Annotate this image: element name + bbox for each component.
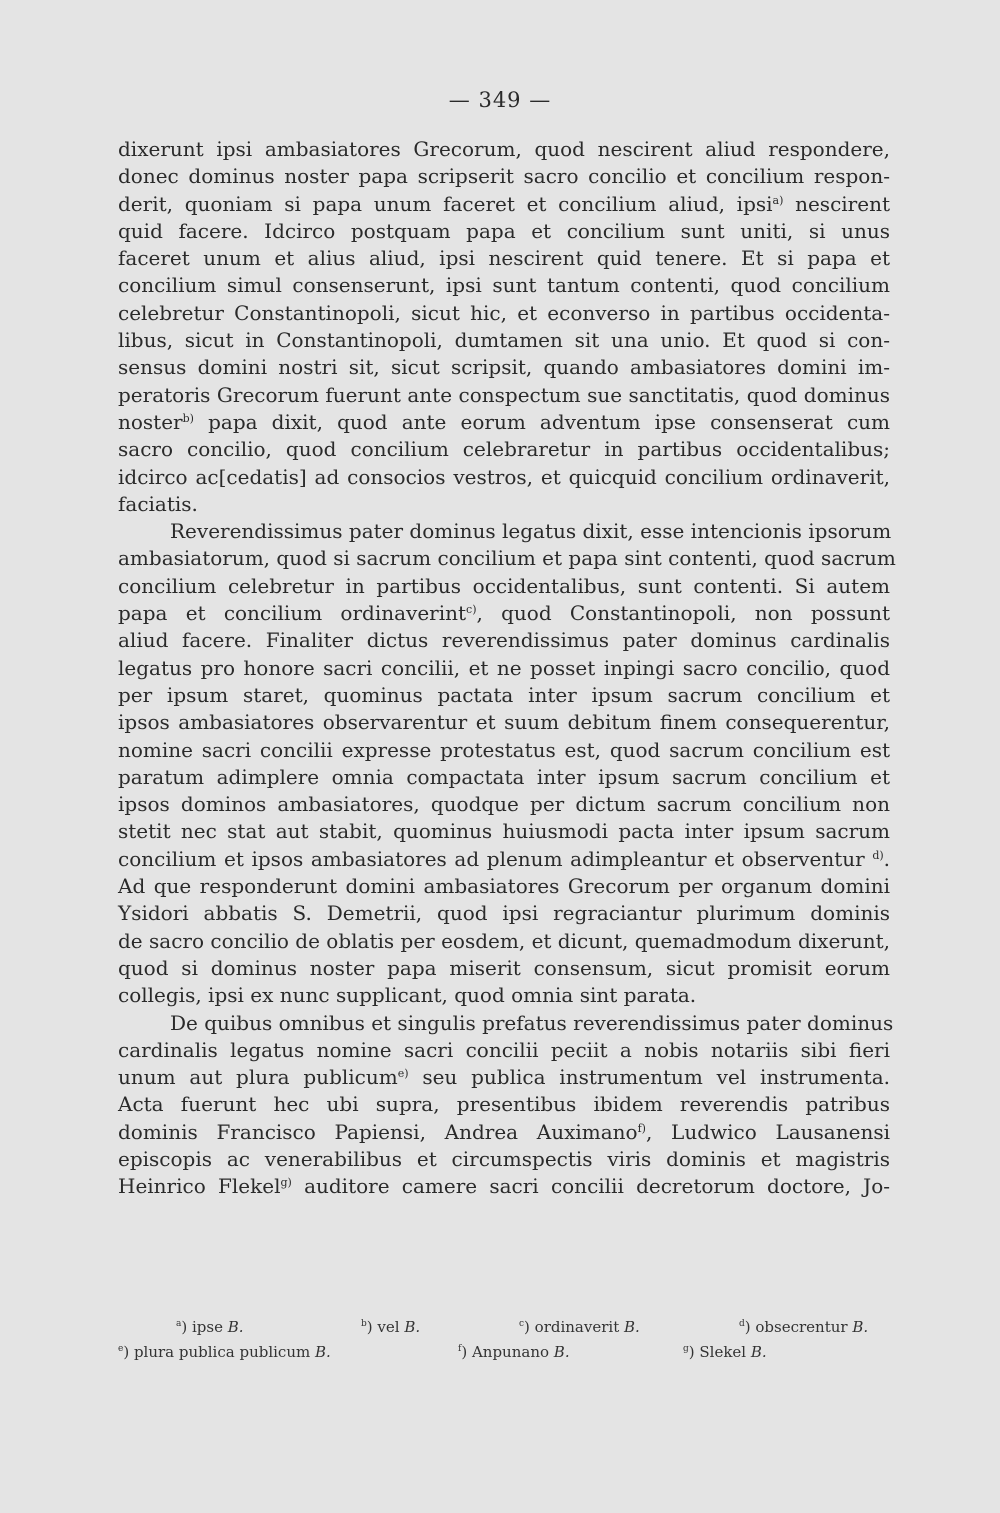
text-span: auditore camere sacri concilii decretorum doctore, Jo- bbox=[304, 1174, 890, 1199]
text-line: Ad que responderunt domini ambasiatores Grecorum per organum domini bbox=[118, 874, 890, 899]
footnote-row bbox=[118, 1315, 908, 1340]
footnote bbox=[118, 1315, 361, 1340]
text-span: . bbox=[883, 846, 891, 871]
text-line: peratoris Grecorum fuerunt ante conspectum sue sanctitatis, quod dominus bbox=[118, 382, 890, 407]
text-line: collegis, ipsi ex nunc supplicant, quod omnia sint parata. bbox=[118, 983, 697, 1008]
footnote-mark: b bbox=[361, 1319, 367, 1329]
text-line: faceret unum et alius aliud, ipsi nescirent quid tenere. Et si papa et bbox=[118, 246, 890, 271]
footnote-source: B. bbox=[227, 1318, 244, 1336]
text-line: Acta fuerunt hec ubi supra, presentibus ibidem reverendis patribus bbox=[118, 1092, 890, 1117]
text-line: nomine sacri concilii expresse protestatus est, quod sacrum concilium est bbox=[118, 737, 890, 762]
footnote-text: ) obsecrentur bbox=[744, 1318, 848, 1336]
footnote-text: ) ordinaverit bbox=[524, 1318, 620, 1336]
text-span: nescirent bbox=[795, 191, 890, 216]
text-line: quid facere. Idcirco postquam papa et concilium sunt uniti, si unus bbox=[118, 218, 890, 243]
footnote bbox=[458, 1340, 683, 1365]
footnote-text: ) Slekel bbox=[688, 1343, 747, 1361]
text-line: ambasiatorum, quod si sacrum concilium et papa sint contenti, quod sacrum bbox=[118, 546, 896, 571]
text-line: aliud facere. Finaliter dictus reverendissimus pater dominus cardinalis bbox=[118, 628, 890, 653]
text-line: episcopis ac venerabilibus et circumspectis viris dominis et magistris bbox=[118, 1146, 890, 1171]
footnote-text: ) ipse bbox=[181, 1318, 223, 1336]
footnote-mark: a) bbox=[772, 193, 784, 207]
footnote-text: ) plura publica publicum bbox=[123, 1343, 311, 1361]
footnote-mark: e) bbox=[397, 1067, 409, 1081]
footnotes bbox=[118, 1315, 908, 1365]
text-span: derit, quoniam si papa unum faceret et concilium aliud, ipsi bbox=[118, 191, 773, 216]
text-span: seu publica instrumentum vel instrumenta. bbox=[422, 1065, 891, 1090]
footnote-text: ) vel bbox=[366, 1318, 400, 1336]
text-line bbox=[118, 409, 890, 436]
text-line: sensus domini nostri sit, sicut scripsit, quando ambasiatores domini im- bbox=[118, 355, 890, 380]
body-text bbox=[118, 136, 896, 1201]
text-line bbox=[118, 1173, 890, 1200]
text-line: faciatis. bbox=[118, 491, 198, 516]
text-line: ipsos ambasiatores observarentur et suum debitum finem consequerentur, bbox=[118, 710, 890, 735]
footnote-mark: c bbox=[519, 1319, 525, 1329]
footnote-mark: d) bbox=[872, 848, 884, 862]
text-line: libus, sicut in Constantinopoli, dumtamen sit una unio. Et quod si con- bbox=[118, 328, 890, 353]
footnote-source: B. bbox=[852, 1318, 869, 1336]
footnote-row bbox=[118, 1340, 908, 1365]
text-line: quod si dominus noster papa miserit consensum, sicut promisit eorum bbox=[118, 955, 890, 980]
text-line: stetit nec stat aut stabit, quominus huiusmodi pacta inter ipsum sacrum bbox=[118, 819, 890, 844]
footnote-source: B. bbox=[404, 1318, 421, 1336]
footnote bbox=[519, 1315, 739, 1340]
footnote-source: B. bbox=[750, 1343, 767, 1361]
text-line: celebretur Constantinopoli, sicut hic, et econverso in partibus occidenta- bbox=[118, 300, 890, 325]
text-span: , quod Constantinopoli, non possunt bbox=[476, 601, 891, 626]
text-line: Ysidori abbatis S. Demetrii, quod ipsi regraciantur plurimum dominis bbox=[118, 901, 890, 926]
text-span: papa dixit, quod ante eorum adventum ipse consenserat cum bbox=[208, 409, 890, 434]
text-line bbox=[118, 600, 890, 627]
footnote-source: B. bbox=[624, 1318, 640, 1336]
footnote-mark: f bbox=[458, 1344, 462, 1354]
text-span: concilium et ipsos ambasiatores ad plenum adimpleantur et observentur bbox=[118, 846, 865, 871]
text-span: Heinrico Flekel bbox=[118, 1174, 281, 1199]
text-span: , Ludwico Lausanensi bbox=[645, 1119, 890, 1144]
footnote-mark: d bbox=[739, 1319, 745, 1329]
text-line: concilium celebretur in partibus occidentalibus, sunt contenti. Si autem bbox=[118, 573, 890, 598]
text-line: De quibus omnibus et singulis prefatus reverendissimus pater dominus bbox=[170, 1010, 894, 1035]
text-line: paratum adimplere omnia compactata inter ipsum sacrum concilium et bbox=[118, 764, 890, 789]
footnote-mark: c) bbox=[466, 603, 477, 617]
page-number: — 349 — bbox=[448, 88, 552, 112]
text-span: noster bbox=[118, 409, 183, 434]
footnote-text: ) Anpunano bbox=[461, 1343, 550, 1361]
footnote-source: B. bbox=[553, 1343, 570, 1361]
text-span: papa et concilium ordinaverint bbox=[118, 601, 467, 626]
footnote bbox=[118, 1340, 458, 1365]
footnote-mark: g bbox=[683, 1344, 689, 1354]
text-line: idcirco ac[cedatis] ad consocios vestros, et quicquid concilium ordinaverit, bbox=[118, 464, 890, 489]
text-line bbox=[118, 1064, 890, 1091]
footnote bbox=[739, 1315, 868, 1340]
text-line: de sacro concilio de oblatis per eosdem, et dicunt, quemadmodum dixerunt, bbox=[118, 928, 890, 953]
text-line: sacro concilio, quod concilium celebraretur in partibus occidentalibus; bbox=[118, 437, 890, 462]
text-line: dixerunt ipsi ambasiatores Grecorum, quod nescirent aliud respondere, bbox=[118, 137, 890, 161]
text-span: unum aut plura publicum bbox=[118, 1065, 398, 1090]
footnote-mark: f) bbox=[637, 1121, 646, 1135]
footnote-source: B. bbox=[315, 1343, 331, 1361]
text-line: legatus pro honore sacri concilii, et ne posset inpingi sacro concilio, quod bbox=[118, 655, 890, 680]
text-line: concilium simul consenserunt, ipsi sunt tantum contenti, quod concilium bbox=[118, 273, 890, 298]
text-span: dominis Francisco Papiensi, Andrea Auximano bbox=[118, 1119, 638, 1144]
footnote bbox=[361, 1315, 519, 1340]
footnote bbox=[683, 1340, 863, 1365]
text-line bbox=[118, 846, 890, 873]
footnote-mark: a bbox=[176, 1319, 182, 1329]
text-line: per ipsum staret, quominus pactata inter ipsum sacrum concilium et bbox=[118, 682, 890, 707]
footnote-mark: e bbox=[118, 1344, 124, 1354]
text-line: donec dominus noster papa scripserit sacro concilio et concilium respon- bbox=[118, 164, 890, 189]
footnote-mark: b) bbox=[182, 411, 194, 425]
text-line bbox=[118, 1119, 890, 1146]
text-line: Reverendissimus pater dominus legatus dixit, esse intencionis ipsorum bbox=[170, 519, 892, 544]
footnote-mark: g) bbox=[280, 1176, 292, 1190]
text-line: ipsos dominos ambasiatores, quodque per dictum sacrum concilium non bbox=[118, 792, 890, 817]
text-line bbox=[118, 191, 890, 218]
text-line: cardinalis legatus nomine sacri concilii peciit a nobis notariis sibi fieri bbox=[118, 1037, 890, 1062]
